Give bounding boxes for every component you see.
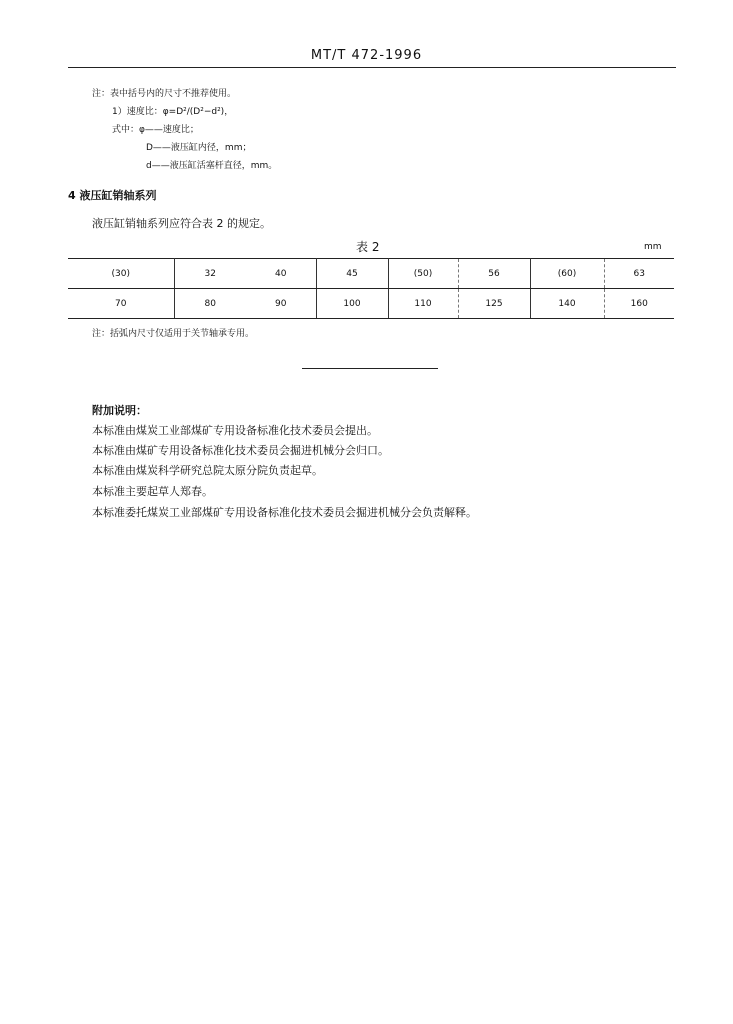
additional-line: 本标准委托煤炭工业部煤矿专用设备标准化技术委员会掘进机械分会负责解释。	[92, 506, 477, 519]
table-cell: 160	[604, 289, 674, 319]
header-rule	[68, 67, 676, 68]
table-footnote: 注：括弧内尺寸仅适用于关节轴承专用。	[92, 329, 255, 339]
table-cell: (60)	[530, 259, 604, 289]
table-cell: 110	[388, 289, 458, 319]
table-cell: 100	[316, 289, 388, 319]
additional-line: 本标准主要起草人郑春。	[92, 485, 213, 498]
additional-line: 本标准由煤炭科学研究总院太原分院负责起草。	[92, 464, 323, 477]
table-cell: 70	[68, 289, 174, 319]
speed-ratio-formula: 1）速度比：φ=D²/(D²−d²)，	[112, 107, 234, 117]
table-cell: (30)	[68, 259, 174, 289]
table-note-title: 注：表中括号内的尺寸不推荐使用。	[92, 89, 237, 99]
table-cell: 40	[246, 259, 316, 289]
formula-where: 式中：φ——速度比；	[112, 125, 199, 135]
table-cell: 125	[458, 289, 530, 319]
additional-line: 本标准由煤炭工业部煤矿专用设备标准化技术委员会提出。	[92, 424, 378, 437]
section-divider	[302, 368, 438, 369]
document-code: MT/T 472-1996	[310, 48, 423, 63]
pin-shaft-table	[68, 258, 674, 319]
table-cell: 63	[604, 259, 674, 289]
table-cell: 32	[174, 259, 246, 289]
table-cell: 90	[246, 289, 316, 319]
definition-D: D——液压缸内径，mm；	[146, 143, 252, 153]
table-unit: mm	[644, 242, 662, 252]
section-4-intro: 液压缸销轴系列应符合表 2 的规定。	[92, 217, 271, 230]
table-cell: (50)	[388, 259, 458, 289]
section-4-heading: 4 液压缸销轴系列	[68, 189, 157, 202]
table-cell: 80	[174, 289, 246, 319]
table-caption: 表 2	[356, 240, 380, 254]
table-cell: 56	[458, 259, 530, 289]
additional-notes-title: 附加说明：	[92, 404, 147, 417]
table-row	[68, 289, 674, 319]
table-cell: 140	[530, 289, 604, 319]
table-cell: 45	[316, 259, 388, 289]
additional-line: 本标准由煤矿专用设备标准化技术委员会掘进机械分会归口。	[92, 444, 389, 457]
table-row	[68, 259, 674, 289]
definition-d: d——液压缸活塞杆直径，mm。	[146, 161, 278, 171]
